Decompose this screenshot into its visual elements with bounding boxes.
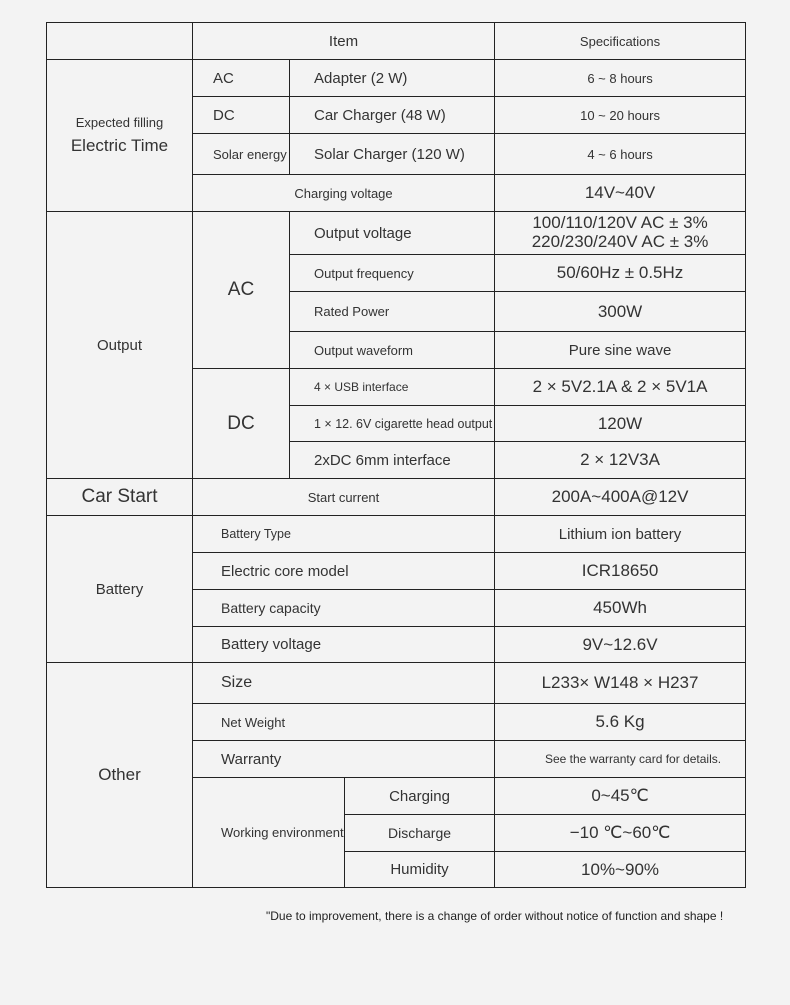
output-spec-usb: 2 × 5V2.1A & 2 × 5V1A xyxy=(495,369,746,406)
battery-item-voltage: Battery voltage xyxy=(193,627,495,663)
table-row xyxy=(47,663,746,704)
output-spec-dc-interface: 2 × 12V3A xyxy=(495,442,746,479)
other-env-spec-charging: 0~45℃ xyxy=(495,778,746,815)
table-header-row xyxy=(47,23,746,60)
charging-item-solar-charger: Solar Charger (120 W) xyxy=(290,134,495,175)
charging-source-ac: AC xyxy=(193,60,290,97)
charging-category-line1: Expected filling xyxy=(75,115,164,130)
output-ac-label: AC xyxy=(193,212,290,369)
charging-item-car-charger: Car Charger (48 W) xyxy=(290,97,495,134)
charging-item-adapter: Adapter (2 W) xyxy=(290,60,495,97)
header-item: Item xyxy=(193,23,495,60)
other-item-size: Size xyxy=(193,663,495,704)
output-spec-voltage xyxy=(495,212,746,255)
output-spec-rated-power: 300W xyxy=(495,292,746,332)
battery-category: Battery xyxy=(47,516,193,663)
output-item-cigarette: 1 × 12. 6V cigarette head output xyxy=(290,406,495,442)
table-row xyxy=(47,516,746,553)
other-env-item-humidity: Humidity xyxy=(345,852,495,888)
battery-spec-capacity: 450Wh xyxy=(495,590,746,627)
output-spec-voltage-line1: 100/110/120V AC ± 3% xyxy=(532,213,708,233)
other-env-item-discharge: Discharge xyxy=(345,815,495,852)
spec-table xyxy=(46,22,746,888)
other-spec-warranty: See the warranty card for details. xyxy=(495,741,746,778)
charging-source-solar: Solar energy xyxy=(193,134,290,175)
header-specifications: Specifications xyxy=(495,23,746,60)
footnote: "Due to improvement, there is a change of order without notice of function and shape ! xyxy=(266,909,724,923)
charging-spec-adapter: 6 ~ 8 hours xyxy=(495,60,746,97)
output-spec-waveform: Pure sine wave xyxy=(495,332,746,369)
car-start-category: Car Start xyxy=(47,479,193,516)
battery-spec-voltage: 9V~12.6V xyxy=(495,627,746,663)
output-spec-frequency: 50/60Hz ± 0.5Hz xyxy=(495,255,746,292)
other-env-item-charging: Charging xyxy=(345,778,495,815)
charging-voltage-label: Charging voltage xyxy=(193,175,495,212)
charging-category-line2: Electric Time xyxy=(70,136,169,155)
output-category: Output xyxy=(47,212,193,479)
car-start-spec: 200A~400A@12V xyxy=(495,479,746,516)
battery-spec-type: Lithium ion battery xyxy=(495,516,746,553)
output-spec-cigarette: 120W xyxy=(495,406,746,442)
other-spec-net-weight: 5.6 Kg xyxy=(495,704,746,741)
car-start-item: Start current xyxy=(193,479,495,516)
output-item-voltage: Output voltage xyxy=(290,212,495,255)
charging-spec-solar-charger: 4 ~ 6 hours xyxy=(495,134,746,175)
table-row xyxy=(47,60,746,97)
output-item-rated-power: Rated Power xyxy=(290,292,495,332)
charging-voltage-value: 14V~40V xyxy=(495,175,746,212)
output-dc-label: DC xyxy=(193,369,290,479)
battery-spec-core-model: ICR18650 xyxy=(495,553,746,590)
output-item-dc-interface: 2xDC 6mm interface xyxy=(290,442,495,479)
other-env-spec-discharge: −10 ℃~60℃ xyxy=(495,815,746,852)
battery-item-core-model: Electric core model xyxy=(193,553,495,590)
battery-item-type: Battery Type xyxy=(193,516,495,553)
table-row xyxy=(47,212,746,255)
header-empty-cell xyxy=(47,23,193,60)
output-item-usb: 4 × USB interface xyxy=(290,369,495,406)
other-category: Other xyxy=(47,663,193,888)
other-item-warranty: Warranty xyxy=(193,741,495,778)
table-row xyxy=(47,479,746,516)
output-item-frequency: Output frequency xyxy=(290,255,495,292)
other-env-label: Working environment xyxy=(193,778,345,888)
battery-item-capacity: Battery capacity xyxy=(193,590,495,627)
output-item-waveform: Output waveform xyxy=(290,332,495,369)
output-spec-voltage-line2: 220/230/240V AC ± 3% xyxy=(531,232,709,251)
other-item-net-weight: Net Weight xyxy=(193,704,495,741)
charging-spec-car-charger: 10 ~ 20 hours xyxy=(495,97,746,134)
other-env-spec-humidity: 10%~90% xyxy=(495,852,746,888)
charging-source-dc: DC xyxy=(193,97,290,134)
charging-category xyxy=(47,60,193,212)
other-spec-size: L233× W148 × H237 xyxy=(495,663,746,704)
